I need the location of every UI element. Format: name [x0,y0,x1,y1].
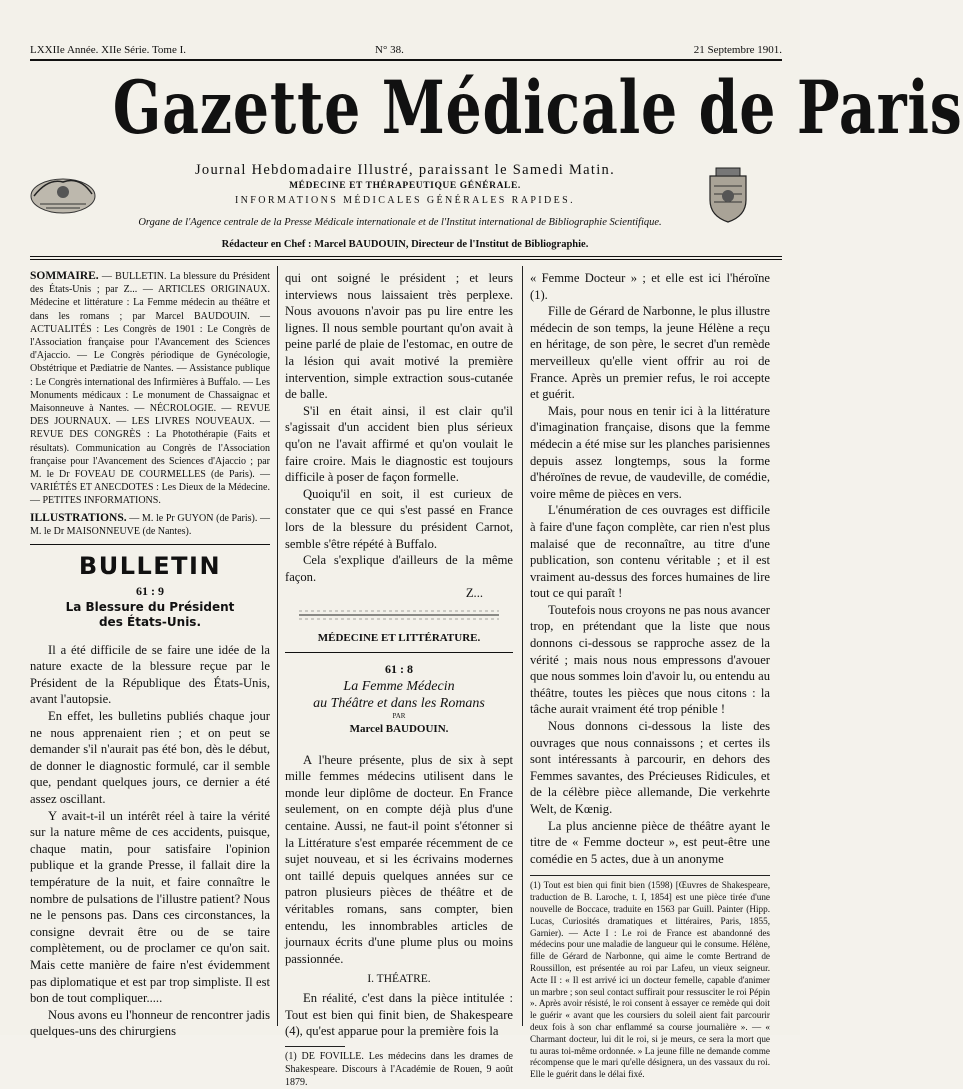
column-divider-1 [277,266,278,1026]
col3-paragraph: La plus ancienne pièce de théâtre ayant le titre de « Femme docteur », est peut-être une comédie en 5 actes, due à un anonyme [530,818,770,866]
subtitle: Journal Hebdomadaire Illustré, paraissant le Samedi Matin. [194,162,616,178]
bulletin-paragraph: Nous avons eu l'honneur de rencontrer jadis quelques-uns des chirurgiens [30,1007,270,1039]
bulletin-code: 61 : 9 [136,584,164,599]
col3-paragraph: « Femme Docteur » ; et elle est ici l'héroïne (1). [530,271,770,302]
sommaire-rule [30,544,270,545]
bulletin-paragraph: Il a été difficile de se faire une idée de la nature exacte de la blessure reçue par le Président de la République des États-Unis, avant l'autopsie. [30,642,270,707]
col2-paragraph: Quoiqu'il en soit, il est curieux de constater que ce qui s'est passé en France lors de la blessure du président Carnot, semble s'être répété à Buffalo. [285,486,513,551]
subtitle-informations: INFORMATIONS MÉDICALES GÉNÉRALES RAPIDES. [234,195,576,206]
article-paragraph: En réalité, c'est dans la pièce intitulée : Tout est bien qui finit bien, de Shakespeare (4), qu'est apparue pour la première fois la [285,990,513,1039]
header-rule-2 [30,259,782,260]
bulletin-paragraph: Y avait-t-il un intérêt réel à taire la vérité sur la nature même de ces accidents, puisque, chaque matin, pour satisfaire l'opinion publique et la grande Presse, il fallait dire la température de la nuit, et faire connaître le nombre de pulsations de l'illustre patient? Nous ne le pensons pas. Dans ces circonstances, la consigne devrait être ou de se taire complètement, ou de proclamer ce qu'on sait. Mais cette manière de faire n'est évidemment pas diplomatique et est par trop simpliste. Il est bon de tout compliquer..... [30,808,270,1006]
col2-paragraph: Cela s'explique d'ailleurs de la même façon. [285,553,513,584]
issue-date: 21 Septembre 1901. [693,44,782,56]
article-title-line-2: au Théâtre et dans les Romans [313,696,485,712]
article-paragraph: A l'heure présente, plus de six à sept mille femmes médecins utilisent dans le monde leur diplôme de docteur. En France seulement, on en compte déjà plus d'une centaine. Aussi, ne faut-il point s'étonner si la Littérature s'est emparée récemment de ce sujet nouveau, et si les écrivains modernes ont taillé depuis quelques années sur ce patron plusieurs pièces de théâtre et de véritables romans, sans compter, bien entendu, les innombrables articles de journaux écrits d'une plume plus ou moins passionnée. [285,752,513,966]
col3-paragraph: Fille de Gérard de Narbonne, le plus illustre médecin de son temps, la jeune Hélène a reçu en héritage, de son père, le secret d'un remède merveilleux qu'elle vient offrir au roi de France. Après un premier refus, le roi accepte et guérit. [530,304,770,402]
volume-label: LXXIIe Année. XIIe Série. Tome I. [30,44,187,56]
section-heading: MÉDECINE ET LITTÉRATURE. [317,631,481,644]
bulletin-paragraph: En effet, les bulletins publiés chaque jour ne nous apprenaient rien ; et on peut se demander s'il n'aurait pas été bon, dès le début, de donner le diagnostic formulé, car il semble que, pendant quelques jours, ce dernier a été assez oscillant. [30,709,270,806]
column-divider-2 [522,266,523,1026]
sommaire-label: SOMMAIRE. [30,270,99,282]
redacteur-line: Rédacteur en Chef : Marcel BAUDOUIN, Directeur de l'Institut de Bibliographie. [221,239,589,250]
col3-footnote: (1) Tout est bien qui finit bien (1598) [Œuvres de Shakespeare, traduction de B. Laroche, t. I, 1854] est une pièce tirée d'une nouvelle de Boccace, traduite en 1563 par Guill. Painter (Hipp. Lucas, Curiosités dramatiques et littéraires, Paris, 1855, Garnier). — Acte I : Le roi de France est abandonné des médecins pour une maladie de langueur qui le consume. Hélène, fille de Gérard de Narbonne, qui aime le comte Bertrand de Roussillon, est présentée au roi par Lafeu, un vieux seigneur. Acte II : « Il est arrivé ici un docteur femelle, capable d'animer un marbre ; son seul contact suffirait pour ressusciter le roi Pépin ». Après avoir résisté, le roi consent à essayer ce remède qui doit le guérir « avant que les coursiers du soleil aient fait parcourir deux fois à son char enflammé sa course journalière ». — « Charmant docteur, lui dit le roi, si je meurs, ce sera la mort que tu auras toi-même ordonnée. » La jeune fille ne demande comme récompense que le mari qu'elle désignera, un des vassaux du roi. Elle le guérit dans le délai fixé. [530,880,770,1080]
col3-paragraph: Nous donnons ci-dessous la liste des ouvrages que nous connaissons ; et certes ils sont intéressants à parcourir, en dehors des Femmes savantes, des Précieuses Ridicules, et de la célèbre pièce allemande, Die verkehrte Welt, de Kœnig. [530,719,770,816]
sommaire-block [30,270,270,508]
article-par: PAR [392,712,406,721]
col3-paragraph: L'énumération de ces ouvrages est difficile à faire d'une façon complète, car rien n'est plus malaisé que de reconnaître, au titre d'une publication, son contenu véritable ; et il est vraiment au-dessus des forces humaines de lire tout ce qui paraît ! [530,503,770,601]
bulletin-signature: Z... [465,586,483,601]
top-rule [30,59,782,61]
col2-paragraph: S'il en était ainsi, il est clair qu'il s'agissait d'un accident bien plus sérieux qu'on ne l'avait affirmé et qu'on voulait le faire croire. Mais le diagnostic est toujours difficile à poser de façon formelle. [285,403,513,485]
column-2 [285,270,513,1089]
ornamental-divider [285,608,513,622]
article-author: Marcel BAUDOUIN. [349,723,449,736]
col3-paragraph: Mais, pour nous en tenir ici à la littérature d'imagination française, disons que la femme médecin a été mise sur les planches parisiennes depuis assez longtemps, sous la forme d'héroïnes de revue, de vaudeville, de comédie, voire même de pièces en vers. [530,403,770,501]
subtitle-medecine: MÉDECINE ET THÉRAPEUTIQUE GÉNÉRALE. [289,181,521,191]
coat-of-arms-seal [700,166,756,224]
illustrations-block [30,512,270,538]
col3-paragraph: Toutefois nous croyons ne pas nous avancer trop, en prétendant que la liste que nous donnons ci-dessous se rapproche assez de la vérité ; mais nous nous empressons d'avouer que nous sommes loin d'avoir lu, ou entendu au théâtre, toutes les pièces que nous citons : la tâche aurait vraiment été trop pénible ! [530,602,770,717]
illustrations-text: — M. le Pr GUYON (de Paris). — M. le Dr MAISONNEUVE (de Nantes). [30,512,270,537]
organe-line: Organe de l'Agence centrale de la Presse Médicale internationale et de l'Institut international de Bibliographie Scientifique. [138,217,662,228]
footnote-rule [285,1046,345,1047]
issue-number: N° 38. [375,44,404,56]
subsection-heading: I. THÉATRE. [367,973,431,986]
engraving-illustration [28,170,98,216]
col2-footnote: (1) DE FOVILLE. Les médecins dans les drames de Shakespeare. Discours à l'Académie de Rouen, 9 août 1879. [285,1050,513,1089]
column-1 [30,270,270,1040]
footnote-rule [530,875,770,876]
illustrations-label: ILLUSTRATIONS. [30,511,127,524]
section-rule [285,652,513,653]
col2-paragraph: qui ont soigné le président ; et leurs interviews nous laissaient très perplexe. Nous avouons n'avoir pas pu lire entre les lignes. Il nous semble pourtant qu'on avait à peine parlé de plaie de l'estomac, en outre de la lésion qui avait motivé la première intervention, simple extraction sous-cutanée de balle. [285,271,513,402]
bulletin-heading: BULLETIN [78,552,222,581]
masthead-title: Gazette Médicale de Paris [112,65,963,151]
article-code: 61 : 8 [385,662,413,677]
bulletin-title: La Blessure du Président des États-Unis. [65,599,235,629]
header-rule-1 [30,256,782,257]
sommaire-text: — BULLETIN. La blessure du Président des États-Unis ; par Z... — ARTICLES ORIGINAUX. Médecine et littérature : La Femme médecin au théâtre et dans les romans ; par Marcel BAUDOUIN. — ACTUALITÉS : Les Congrès de 1901 : Le Congrès de l'Association française pour l'Avancement des Sciences d'Ajaccio. — Le Congrès périodique de Gynécologie, Obstétrique et Pædiatrie de Nantes. — Assistance publique : Le Congrès international des Infirmières à Buffalo. — Les Monuments médicaux : Le monument de Chassaignac et Maisonneuve à Nantes. — NÉCROLOGIE. — REVUE DES JOURNAUX. — LES LIVRES NOUVEAUX. — REVUE DES CONGRÈS : La Photothérapie (Faits et résultats). Communication au Congrès de l'Association française pour l'Avancement des Sciences d'Ajaccio ; par M. le Dr FOVEAU DE COURMELLES (de Paris). — VARIÉTÉS ET ANECDOTES : Les Dieux de la Médecine. — PETITES INFORMATIONS. [30,271,270,507]
column-3 [530,270,770,1081]
article-title-line-1: La Femme Médecin [343,679,455,695]
